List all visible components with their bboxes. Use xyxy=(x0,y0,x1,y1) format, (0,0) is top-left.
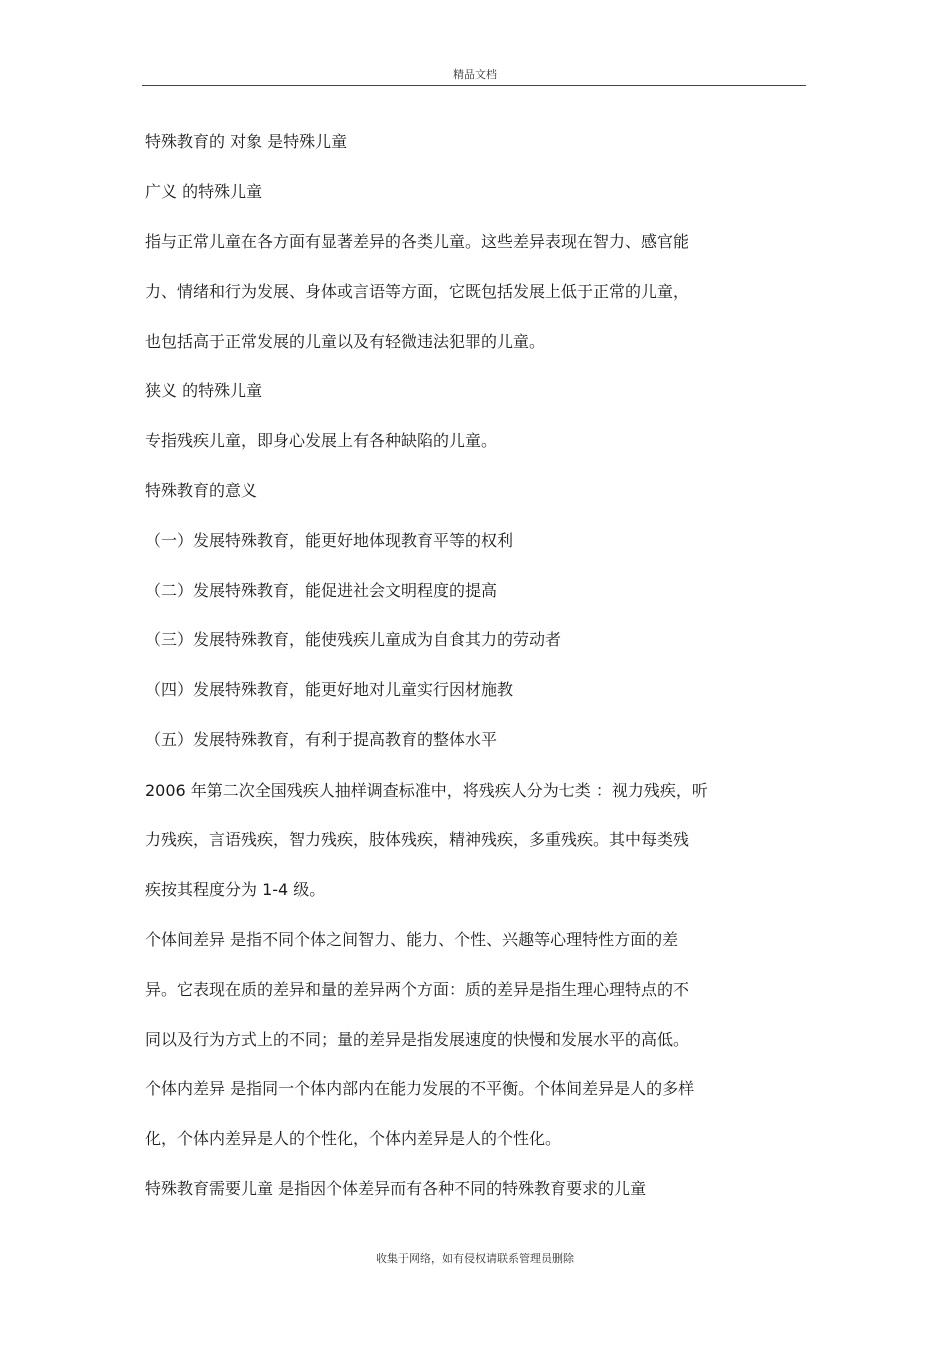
paragraph-line: 化，个体内差异是人的个性化，个体内差异是人的个性化。 xyxy=(145,1129,562,1148)
page-footer-note: 收集于网络，如有侵权请联系管理员删除 xyxy=(376,1252,574,1265)
paragraph-line: 个体间差异 是指不同个体之间智力、能力、个性、兴趣等心理特性方面的差 xyxy=(145,930,679,949)
paragraph-line: 力残疾，言语残疾，智力残疾，肢体残疾，精神残疾，多重残疾。其中每类残 xyxy=(145,830,690,849)
paragraph-line: 异。它表现在质的差异和量的差异两个方面：质的差异是指生理心理特点的不 xyxy=(145,980,690,999)
paragraph-line: 同以及行为方式上的不同；量的差异是指发展速度的快慢和发展水平的高低。 xyxy=(145,1030,690,1049)
paragraph-line: 2006 年第二次全国残疾人抽样调查标准中，将残疾人分为七类 ：视力残疾，听 xyxy=(145,781,708,800)
list-item: （五）发展特殊教育，有利于提高教育的整体水平 xyxy=(145,730,498,749)
heading-broad-special-children: 广义 的特殊儿童 xyxy=(145,182,263,201)
list-item: （二）发展特殊教育，能促进社会文明程度的提高 xyxy=(145,581,498,600)
paragraph-line: 力、情绪和行为发展、身体或言语等方面，它既包括发展上低于正常的儿童， xyxy=(145,282,690,301)
page-header-title: 精品文档 xyxy=(453,68,497,81)
heading-special-education-object: 特殊教育的 对象 是特殊儿童 xyxy=(145,132,348,151)
list-item: （四）发展特殊教育，能更好地对儿童实行因材施教 xyxy=(145,680,514,699)
list-item: （三）发展特殊教育，能使残疾儿童成为自食其力的劳动者 xyxy=(145,630,562,649)
paragraph-line: 也包括高于正常发展的儿童以及有轻微违法犯罪的儿童。 xyxy=(145,332,546,351)
list-item: （一）发展特殊教育，能更好地体现教育平等的权利 xyxy=(145,531,514,550)
paragraph-line: 专指残疾儿童，即身心发展上有各种缺陷的儿童。 xyxy=(145,431,498,450)
paragraph-line: 指与正常儿童在各方面有显著差异的各类儿童。这些差异表现在智力、感官能 xyxy=(145,232,690,251)
paragraph-line: 个体内差异 是指同一个体内部内在能力发展的不平衡。个体间差异是人的多样 xyxy=(145,1079,695,1098)
heading-narrow-special-children: 狭义 的特殊儿童 xyxy=(145,381,263,400)
header-divider xyxy=(142,85,806,86)
heading-significance: 特殊教育的意义 xyxy=(145,481,258,500)
paragraph-line: 疾按其程度分为 1-4 级。 xyxy=(145,880,326,899)
paragraph-line: 特殊教育需要儿童 是指因个体差异而有各种不同的特殊教育要求的儿童 xyxy=(145,1179,647,1198)
